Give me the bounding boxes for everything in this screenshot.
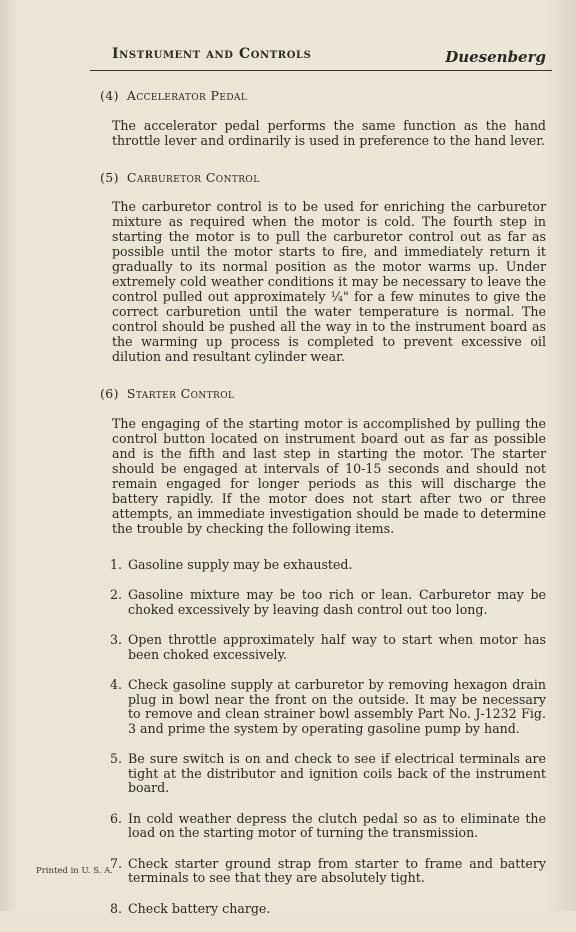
section-carburetor-control bbox=[88, 170, 546, 365]
chapter-title: Instrument and Controls bbox=[112, 46, 312, 62]
item-text: Check battery charge. bbox=[128, 900, 271, 916]
list-item bbox=[88, 678, 546, 736]
item-text: Check starter ground strap from starter to frame and battery terminals to see that they are absolutely tight. bbox=[128, 855, 546, 885]
item-number: 7. bbox=[110, 855, 123, 871]
section-title: Carburetor Control bbox=[126, 169, 260, 185]
item-number: 8. bbox=[110, 900, 123, 916]
item-text: Check gasoline supply at carburetor by removing hexagon drain plug in bowl near the front on the outside. It may be necessary to remove and clean strainer bowl assembly Part No. J-1232 Fig. 3 and prime the system by operating gasoline pump by hand. bbox=[128, 677, 546, 736]
item-text: Gasoline supply may be exhausted. bbox=[128, 556, 353, 572]
item-text: Gasoline mixture may be too rich or lean. Carburetor may be choked excessively by leaving dash control out too long. bbox=[128, 587, 546, 617]
item-number: 6. bbox=[110, 810, 123, 826]
page-header bbox=[90, 40, 552, 71]
section-heading bbox=[88, 386, 546, 402]
page-content bbox=[88, 88, 546, 932]
list-item bbox=[88, 588, 546, 617]
item-number: 2. bbox=[110, 587, 123, 602]
section-paragraph: The engaging of the starting motor is accomplished by pulling the control button located on instrument board out as far as possible and is the fifth and last step in starting the motor. The starter should be engaged at intervals of 10-15 seconds and should not remain engaged for longer periods as this will discharge the battery rapidly. If the motor does not start after two or three attempts, an immediate investigation should be made to determine the trouble by checking the following items. bbox=[112, 415, 546, 536]
section-number: (5) bbox=[100, 169, 119, 185]
section-starter-control bbox=[88, 386, 546, 916]
section-number: (6) bbox=[100, 386, 119, 401]
item-number: 4. bbox=[110, 677, 123, 692]
list-item bbox=[88, 752, 546, 796]
section-paragraph: The accelerator pedal performs the same function as the hand throttle lever and ordinarily is used in preference to the hand lever. bbox=[112, 117, 546, 148]
list-item bbox=[88, 857, 546, 886]
print-notice: Printed in U. S. A. bbox=[36, 866, 114, 876]
section-title: Accelerator Pedal bbox=[126, 88, 248, 103]
section-heading bbox=[88, 170, 546, 186]
list-item bbox=[88, 633, 546, 662]
section-heading bbox=[88, 88, 546, 104]
item-number: 5. bbox=[110, 751, 123, 766]
section-accelerator-pedal bbox=[88, 88, 546, 148]
item-text: Open throttle approximately half way to start when motor has been choked excessively. bbox=[128, 632, 546, 662]
section-paragraph: The carburetor control is to be used for enriching the carburetor mixture as required when the motor is cold. The fourth step in starting the motor is to pull the carburetor control out as far as possible until the motor starts to fire, and immediately return it gradually to its normal position as the motor warms up. Under extremely cold weather conditions it may be necessary to leave the control pulled out approximately ¼" for a few minutes to give the correct carburetion until the water temperature is normal. The control should be pushed all the way in to the instrument board as the warming up process is completed to prevent excessive oil dilution and resultant cylinder wear. bbox=[112, 199, 546, 364]
item-number: 3. bbox=[110, 632, 123, 647]
list-item bbox=[88, 558, 546, 573]
item-text: Be sure switch is on and check to see if electrical terminals are tight at the distributor and ignition coils back of the instrument board. bbox=[128, 751, 546, 795]
item-number: 1. bbox=[110, 556, 123, 572]
section-number: (4) bbox=[100, 88, 119, 103]
checklist bbox=[88, 558, 546, 917]
list-item bbox=[88, 902, 546, 917]
item-text: In cold weather depress the clutch pedal so as to eliminate the load on the starting motor of turning the transmission. bbox=[128, 810, 546, 840]
list-item bbox=[88, 812, 546, 841]
brand-name: Duesenberg bbox=[445, 48, 546, 66]
section-title: Starter Control bbox=[126, 386, 235, 401]
